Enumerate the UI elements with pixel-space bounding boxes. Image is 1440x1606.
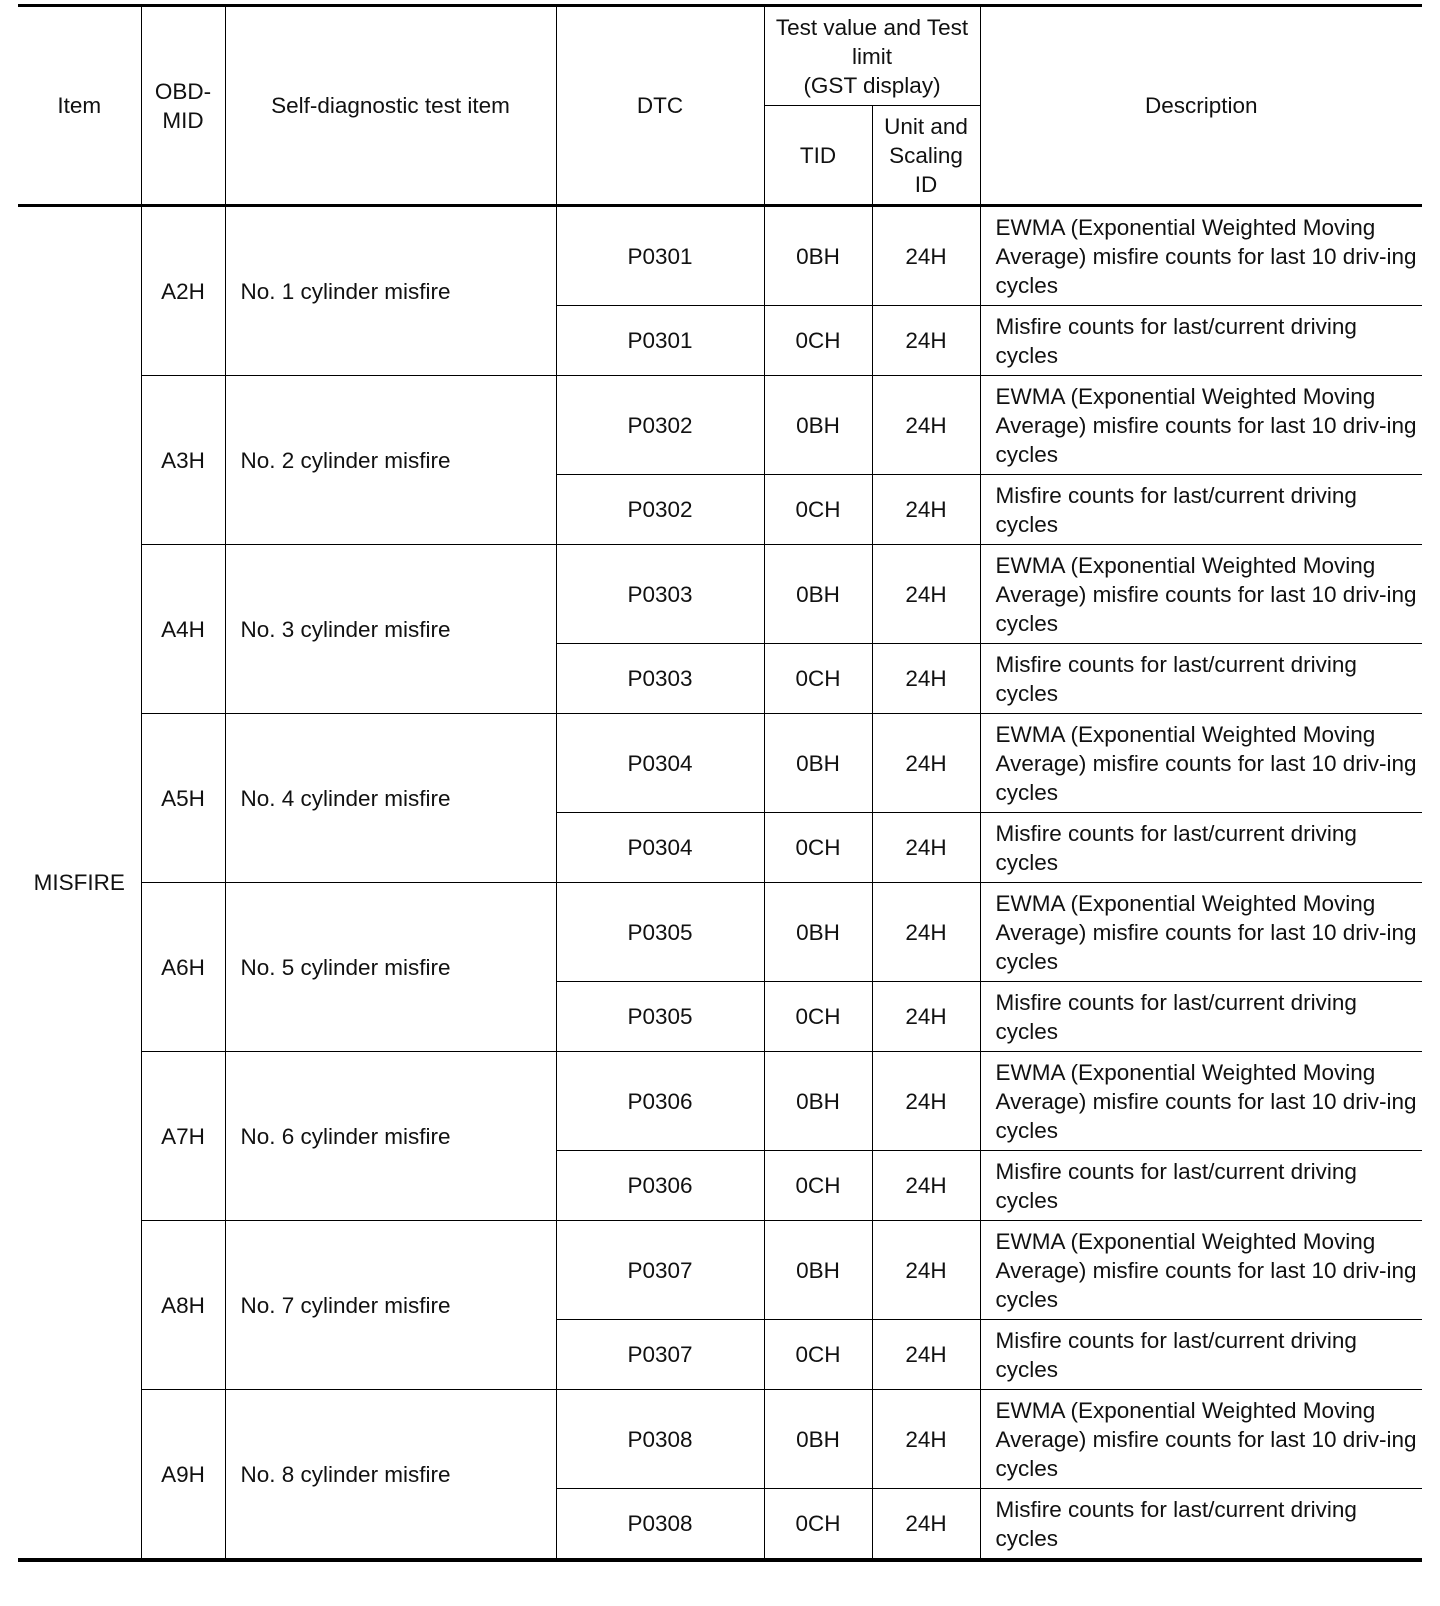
description-cell: Misfire counts for last/current driving cycles bbox=[980, 1151, 1422, 1221]
obd-mid-cell: A4H bbox=[141, 545, 225, 714]
unit-scaling-cell: 24H bbox=[872, 714, 980, 813]
header-dtc: DTC bbox=[556, 6, 764, 206]
tid-cell: 0BH bbox=[764, 1221, 872, 1320]
unit-scaling-cell: 24H bbox=[872, 206, 980, 306]
item-cell: MISFIRE bbox=[18, 206, 141, 1561]
dtc-cell: P0307 bbox=[556, 1320, 764, 1390]
unit-scaling-cell: 24H bbox=[872, 883, 980, 982]
description-cell: EWMA (Exponential Weighted Moving Average) misfire counts for last 10 driv-ing cycles bbox=[980, 1221, 1422, 1320]
description-cell: Misfire counts for last/current driving cycles bbox=[980, 1320, 1422, 1390]
table-row bbox=[18, 1052, 1422, 1151]
unit-scaling-cell: 24H bbox=[872, 1151, 980, 1221]
description-cell: EWMA (Exponential Weighted Moving Average) misfire counts for last 10 driv-ing cycles bbox=[980, 206, 1422, 306]
obd-mid-cell: A5H bbox=[141, 714, 225, 883]
table-row bbox=[18, 714, 1422, 813]
misfire-test-table bbox=[18, 4, 1422, 1562]
header-description: Description bbox=[980, 6, 1422, 206]
header-tid: TID bbox=[764, 106, 872, 206]
description-cell: EWMA (Exponential Weighted Moving Average) misfire counts for last 10 driv-ing cycles bbox=[980, 1052, 1422, 1151]
dtc-cell: P0307 bbox=[556, 1221, 764, 1320]
dtc-cell: P0304 bbox=[556, 714, 764, 813]
obd-mid-cell: A2H bbox=[141, 206, 225, 376]
description-cell: EWMA (Exponential Weighted Moving Average) misfire counts for last 10 driv-ing cycles bbox=[980, 376, 1422, 475]
unit-scaling-cell: 24H bbox=[872, 1390, 980, 1489]
table-body bbox=[18, 206, 1422, 1561]
dtc-cell: P0303 bbox=[556, 644, 764, 714]
dtc-cell: P0308 bbox=[556, 1489, 764, 1561]
description-cell: Misfire counts for last/current driving cycles bbox=[980, 1489, 1422, 1561]
tid-cell: 0CH bbox=[764, 982, 872, 1052]
tid-cell: 0BH bbox=[764, 545, 872, 644]
test-item-cell: No. 5 cylinder misfire bbox=[225, 883, 556, 1052]
unit-scaling-cell: 24H bbox=[872, 644, 980, 714]
description-cell: Misfire counts for last/current driving cycles bbox=[980, 813, 1422, 883]
unit-scaling-cell: 24H bbox=[872, 1221, 980, 1320]
description-cell: EWMA (Exponential Weighted Moving Average) misfire counts for last 10 driv-ing cycles bbox=[980, 545, 1422, 644]
obd-mid-cell: A7H bbox=[141, 1052, 225, 1221]
tid-cell: 0BH bbox=[764, 1052, 872, 1151]
unit-scaling-cell: 24H bbox=[872, 545, 980, 644]
description-cell: EWMA (Exponential Weighted Moving Average) misfire counts for last 10 driv-ing cycles bbox=[980, 883, 1422, 982]
test-item-cell: No. 7 cylinder misfire bbox=[225, 1221, 556, 1390]
test-item-cell: No. 2 cylinder misfire bbox=[225, 376, 556, 545]
dtc-cell: P0302 bbox=[556, 376, 764, 475]
obd-mid-cell: A9H bbox=[141, 1390, 225, 1561]
dtc-cell: P0305 bbox=[556, 883, 764, 982]
dtc-cell: P0305 bbox=[556, 982, 764, 1052]
dtc-cell: P0306 bbox=[556, 1052, 764, 1151]
unit-scaling-cell: 24H bbox=[872, 306, 980, 376]
dtc-cell: P0304 bbox=[556, 813, 764, 883]
unit-scaling-cell: 24H bbox=[872, 1320, 980, 1390]
table-row bbox=[18, 1390, 1422, 1489]
tid-cell: 0CH bbox=[764, 813, 872, 883]
test-item-cell: No. 8 cylinder misfire bbox=[225, 1390, 556, 1561]
tid-cell: 0CH bbox=[764, 306, 872, 376]
unit-scaling-cell: 24H bbox=[872, 1489, 980, 1561]
dtc-cell: P0306 bbox=[556, 1151, 764, 1221]
header-unit-scaling-id: Unit and Scaling ID bbox=[872, 106, 980, 206]
description-cell: Misfire counts for last/current driving cycles bbox=[980, 644, 1422, 714]
obd-mid-cell: A3H bbox=[141, 376, 225, 545]
unit-scaling-cell: 24H bbox=[872, 982, 980, 1052]
header-obd-mid: OBD- MID bbox=[141, 6, 225, 206]
tid-cell: 0BH bbox=[764, 376, 872, 475]
unit-scaling-cell: 24H bbox=[872, 475, 980, 545]
tid-cell: 0BH bbox=[764, 206, 872, 306]
description-cell: EWMA (Exponential Weighted Moving Average) misfire counts for last 10 driv-ing cycles bbox=[980, 714, 1422, 813]
test-item-cell: No. 1 cylinder misfire bbox=[225, 206, 556, 376]
dtc-cell: P0301 bbox=[556, 306, 764, 376]
tid-cell: 0CH bbox=[764, 1320, 872, 1390]
dtc-cell: P0303 bbox=[556, 545, 764, 644]
header-self-diagnostic-test-item: Self-diagnostic test item bbox=[225, 6, 556, 206]
table-row bbox=[18, 883, 1422, 982]
description-cell: Misfire counts for last/current driving cycles bbox=[980, 306, 1422, 376]
description-cell: EWMA (Exponential Weighted Moving Average) misfire counts for last 10 driv-ing cycles bbox=[980, 1390, 1422, 1489]
unit-scaling-cell: 24H bbox=[872, 813, 980, 883]
tid-cell: 0BH bbox=[764, 1390, 872, 1489]
obd-mid-cell: A6H bbox=[141, 883, 225, 1052]
tid-cell: 0BH bbox=[764, 714, 872, 813]
unit-scaling-cell: 24H bbox=[872, 376, 980, 475]
tid-cell: 0CH bbox=[764, 1489, 872, 1561]
table-row bbox=[18, 545, 1422, 644]
description-cell: Misfire counts for last/current driving cycles bbox=[980, 475, 1422, 545]
tid-cell: 0CH bbox=[764, 1151, 872, 1221]
unit-scaling-cell: 24H bbox=[872, 1052, 980, 1151]
dtc-cell: P0302 bbox=[556, 475, 764, 545]
header-item: Item bbox=[18, 6, 141, 206]
test-item-cell: No. 4 cylinder misfire bbox=[225, 714, 556, 883]
test-item-cell: No. 6 cylinder misfire bbox=[225, 1052, 556, 1221]
table-header bbox=[18, 6, 1422, 206]
obd-mid-cell: A8H bbox=[141, 1221, 225, 1390]
table-row bbox=[18, 206, 1422, 306]
description-cell: Misfire counts for last/current driving cycles bbox=[980, 982, 1422, 1052]
tid-cell: 0CH bbox=[764, 475, 872, 545]
header-test-value-and-limit: Test value and Test limit (GST display) bbox=[764, 6, 980, 106]
dtc-cell: P0308 bbox=[556, 1390, 764, 1489]
test-item-cell: No. 3 cylinder misfire bbox=[225, 545, 556, 714]
tid-cell: 0BH bbox=[764, 883, 872, 982]
dtc-cell: P0301 bbox=[556, 206, 764, 306]
tid-cell: 0CH bbox=[764, 644, 872, 714]
table-row bbox=[18, 376, 1422, 475]
table-row bbox=[18, 1221, 1422, 1320]
